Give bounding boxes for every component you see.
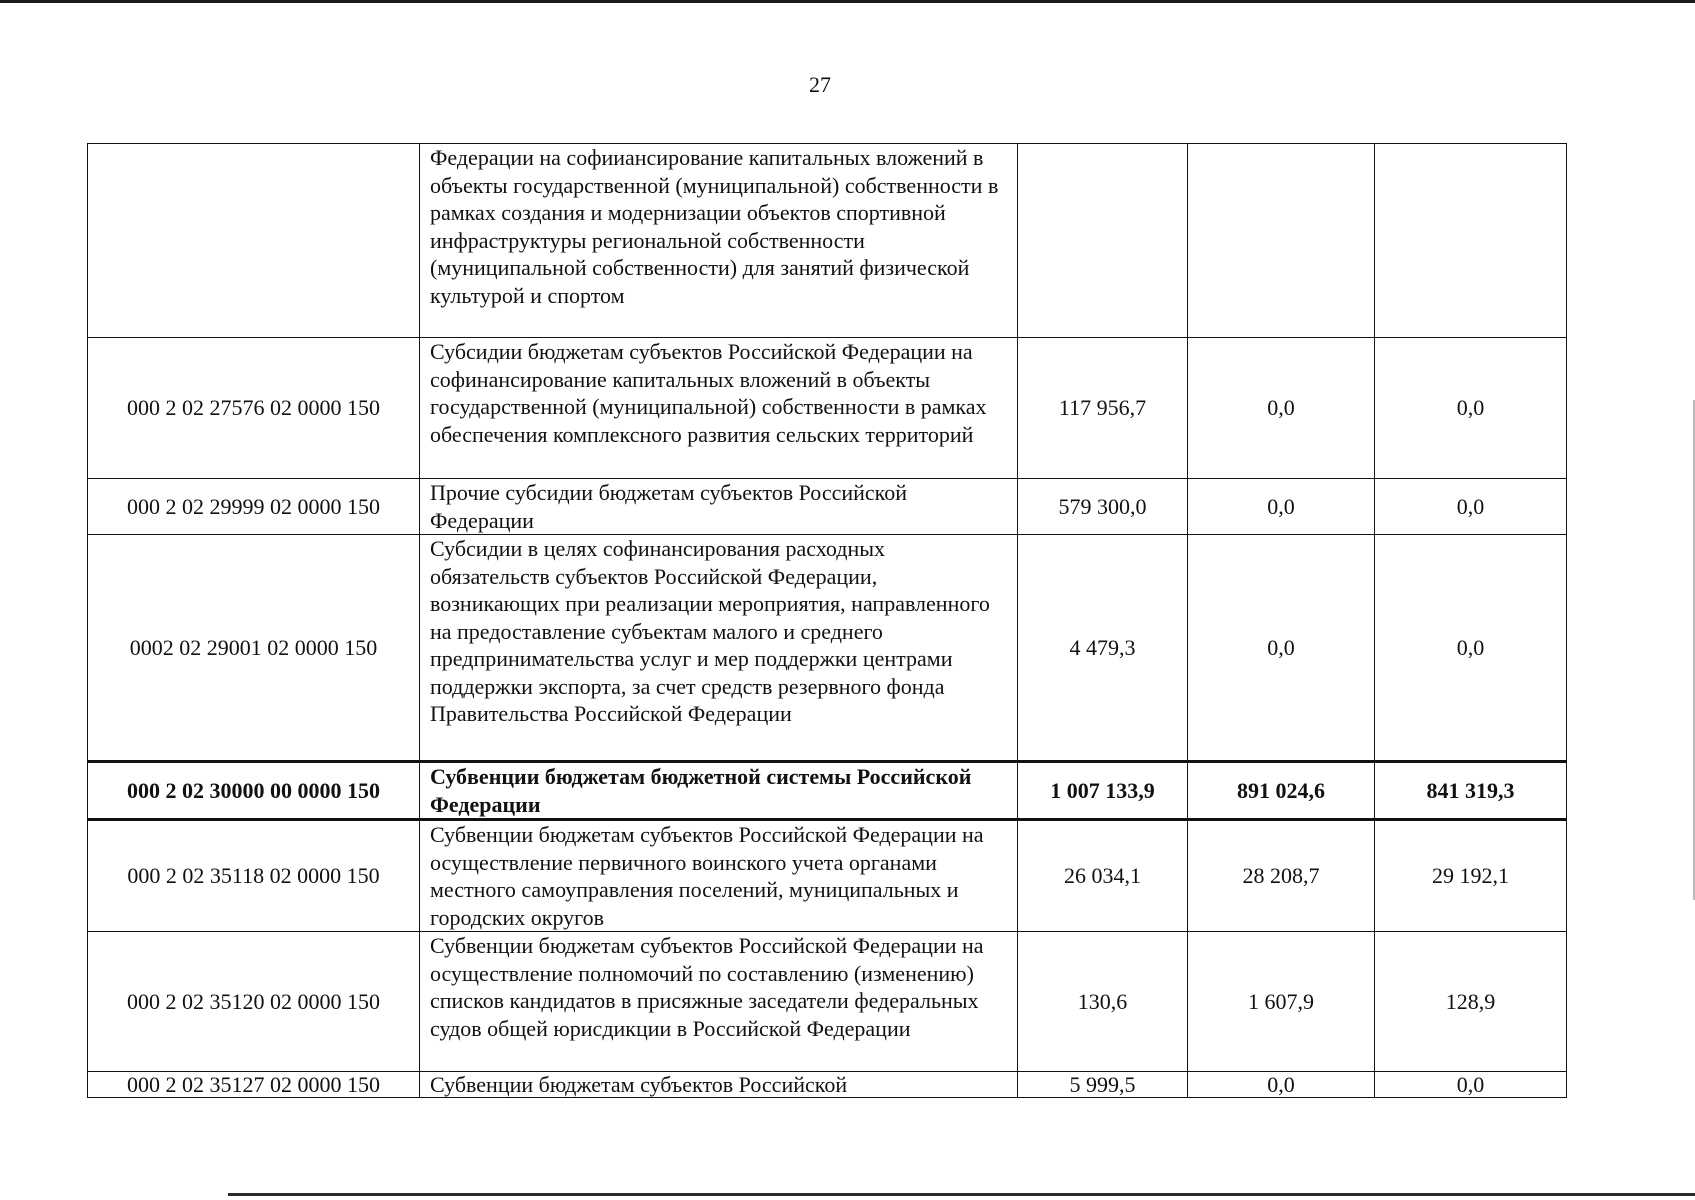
income-name-cell: Субвенции бюджетам бюджетной системы Российской Федерации (420, 762, 1018, 820)
budget-code-cell (88, 144, 420, 338)
amount-year2-cell: 0,0 (1188, 338, 1375, 479)
table-row (88, 535, 1567, 762)
budget-code-cell: 0002 02 29001 02 0000 150 (88, 535, 420, 762)
amount-year2-cell: 28 208,7 (1188, 820, 1375, 932)
table-row-total (88, 762, 1567, 820)
amount-year2-cell: 1 607,9 (1188, 932, 1375, 1072)
amount-year2-cell: 0,0 (1188, 535, 1375, 762)
budget-code-cell: 000 2 02 35127 02 0000 150 (88, 1072, 420, 1098)
amount-year1-cell: 579 300,0 (1018, 479, 1188, 535)
table-row (88, 820, 1567, 932)
amount-year3-cell: 29 192,1 (1375, 820, 1567, 932)
amount-year1-cell: 130,6 (1018, 932, 1188, 1072)
amount-year2-cell: 0,0 (1188, 479, 1375, 535)
page-number: 27 (809, 72, 831, 97)
amount-year1-cell (1018, 144, 1188, 338)
amount-year3-cell: 0,0 (1375, 338, 1567, 479)
table-row (88, 932, 1567, 1072)
income-name-cell: Субвенции бюджетам субъектов Российской (420, 1072, 1018, 1098)
amount-year2-cell: 891 024,6 (1188, 762, 1375, 820)
budget-revenue-table (87, 143, 1567, 1098)
budget-code-cell: 000 2 02 27576 02 0000 150 (88, 338, 420, 479)
income-name-cell: Субсидии бюджетам субъектов Российской Федерации на софинансирование капитальных вложений в объекты государственной (муниципальной) собственности в рамках обеспечения комплексного развития сельских территорий (420, 338, 1018, 479)
table-row (88, 144, 1567, 338)
amount-year1-cell: 26 034,1 (1018, 820, 1188, 932)
amount-year1-cell: 4 479,3 (1018, 535, 1188, 762)
budget-code-cell: 000 2 02 29999 02 0000 150 (88, 479, 420, 535)
income-name-cell: Субвенции бюджетам субъектов Российской Федерации на осуществление полномочий по составлению (изменению) списков кандидатов в присяжные заседатели федеральных судов общей юрисдикции в Российской Федерации (420, 932, 1018, 1072)
amount-year3-cell: 841 319,3 (1375, 762, 1567, 820)
amount-year2-cell: 0,0 (1188, 1072, 1375, 1098)
table-row (88, 338, 1567, 479)
income-name-cell: Прочие субсидии бюджетам субъектов Российской Федерации (420, 479, 1018, 535)
table-row (88, 1072, 1567, 1098)
scan-edge-bottom (228, 1193, 1695, 1196)
amount-year3-cell (1375, 144, 1567, 338)
income-name-cell: Субвенции бюджетам субъектов Российской Федерации на осуществление первичного воинского учета органами местного самоуправления поселений, муниципальных и городских округов (420, 820, 1018, 932)
table-row (88, 479, 1567, 535)
budget-code-cell: 000 2 02 35118 02 0000 150 (88, 820, 420, 932)
amount-year1-cell: 117 956,7 (1018, 338, 1188, 479)
amount-year2-cell (1188, 144, 1375, 338)
scan-edge-top (0, 0, 1695, 3)
amount-year3-cell: 0,0 (1375, 479, 1567, 535)
amount-year1-cell: 1 007 133,9 (1018, 762, 1188, 820)
budget-code-cell: 000 2 02 35120 02 0000 150 (88, 932, 420, 1072)
amount-year1-cell: 5 999,5 (1018, 1072, 1188, 1098)
amount-year3-cell: 128,9 (1375, 932, 1567, 1072)
amount-year3-cell: 0,0 (1375, 535, 1567, 762)
income-name-cell: Субсидии в целях софинансирования расходных обязательств субъектов Российской Федерации, возникающих при реализации мероприятия, направленного на предоставление субъектам малого и среднего предпринимательства услуг и мер поддержки центрами поддержки экспорта, за счет средств резервного фонда Правительства Российской Федерации (420, 535, 1018, 762)
budget-code-cell: 000 2 02 30000 00 0000 150 (88, 762, 420, 820)
amount-year3-cell: 0,0 (1375, 1072, 1567, 1098)
income-name-cell: Федерации на софииансирование капитальных вложений в объекты государственной (муниципальной) собственности в рамках создания и модернизации объектов спортивной инфраструктуры региональной собственности (муниципальной собственности) для занятий физической культурой и спортом (420, 144, 1018, 338)
